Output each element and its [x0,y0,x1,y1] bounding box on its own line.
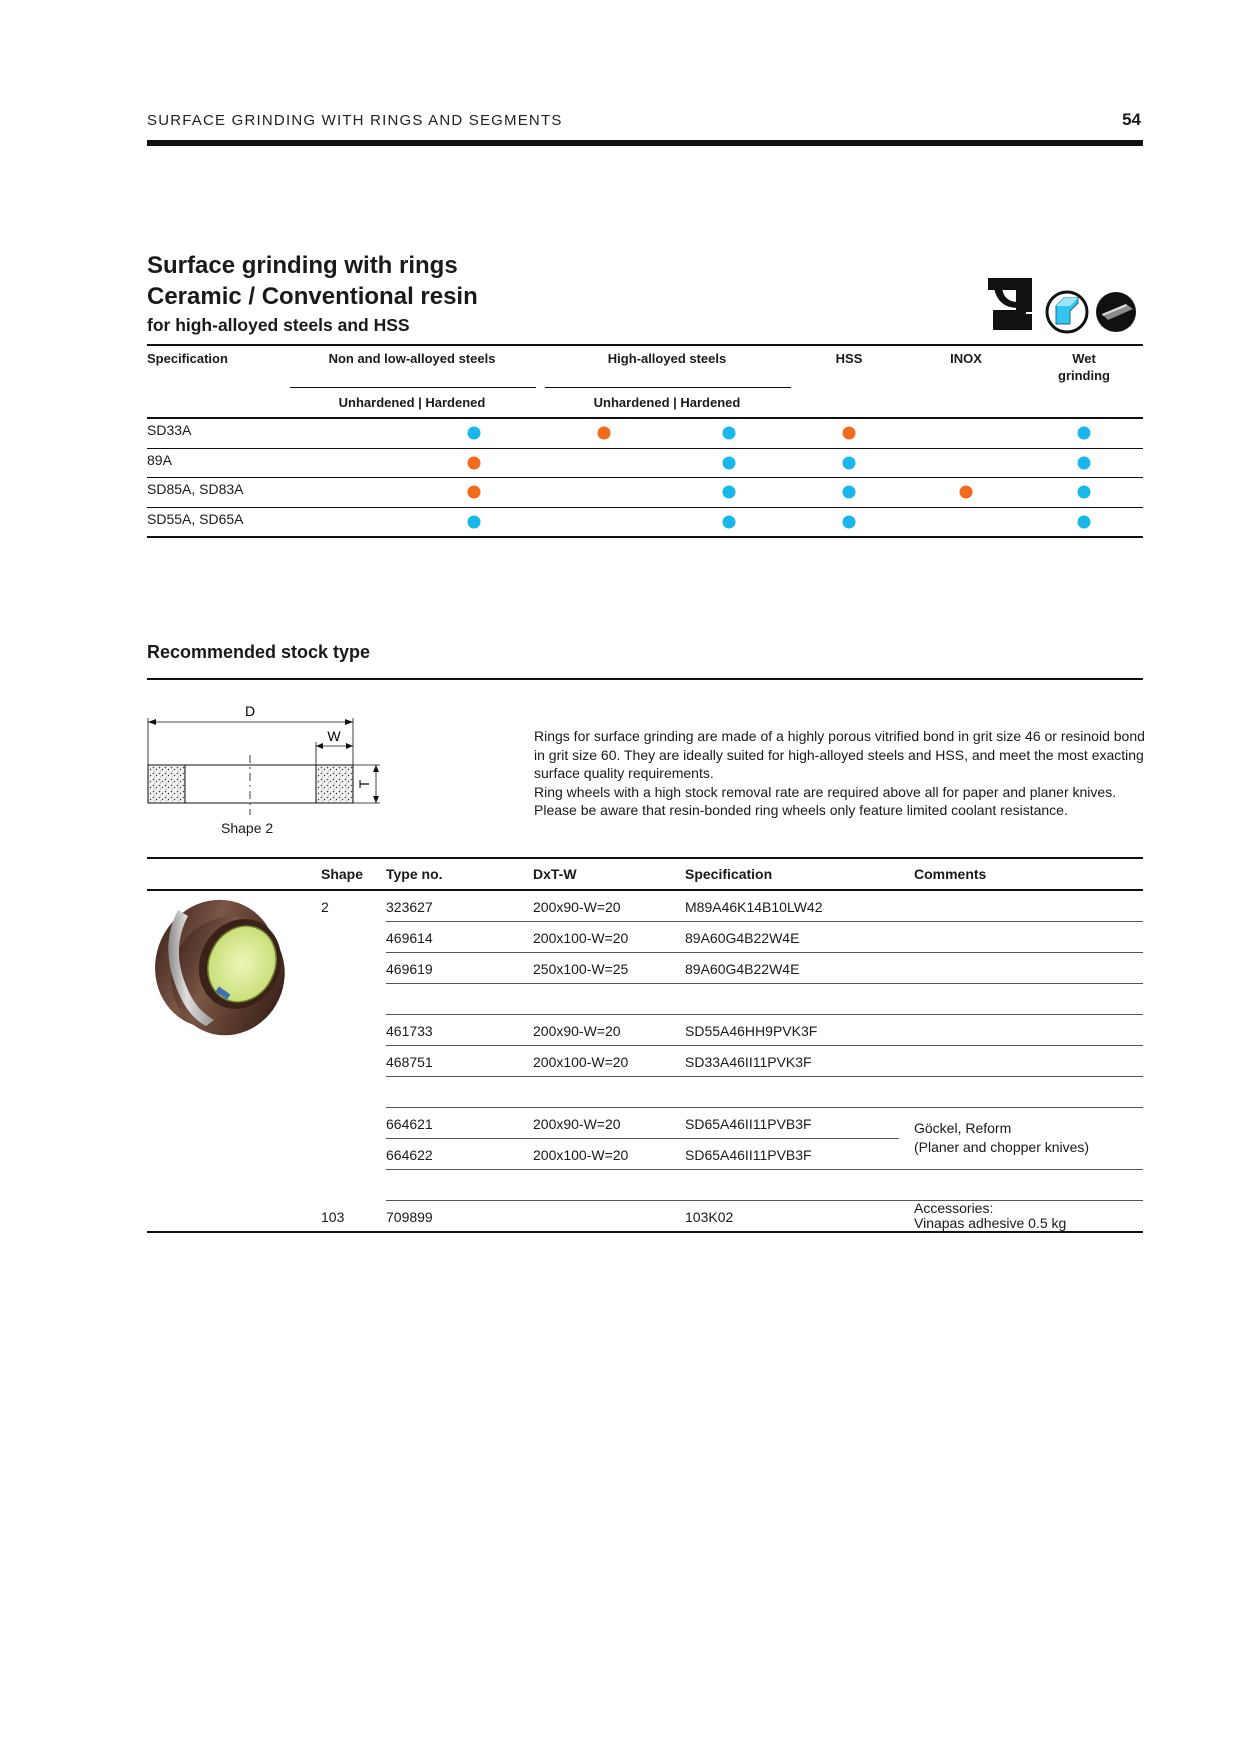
suitability-dot-orange-non_hardened [468,486,481,499]
suitability-dot-cyan-non_hardened [468,427,481,440]
stock-cell-dims: 200x100-W=20 [533,930,629,946]
matrix-group-rule-high [545,387,791,388]
stock-cell-spec: M89A46K14B10LW42 [685,899,823,915]
suitability-dot-orange-high_unhardened [598,427,611,440]
stock-cell-type-no: 469614 [386,930,433,946]
stock-cell-dims: 250x100-W=25 [533,961,629,977]
stock-cell-spec: 89A60G4B22W4E [685,961,800,977]
suitability-dot-cyan-wet [1078,486,1091,499]
dimension-label-w: W [327,728,341,744]
column-header-specification: Specification [685,866,773,882]
stock-cell-type-no: 469619 [386,961,433,977]
stock-row-rule [386,1045,1143,1046]
steel-profile-icon [1047,292,1087,332]
stock-cell-spec: SD65A46II11PVB3F [685,1116,812,1132]
comment-gockel-reform [914,1119,1089,1157]
stock-cell-dims: 200x90-W=20 [533,1116,621,1132]
stock-cell-shape: 103 [321,1209,345,1225]
suitability-dot-orange-non_hardened [468,456,481,469]
matrix-row-label: SD85A, SD83A [147,481,244,497]
section-title-recommended-stock: Recommended stock type [147,642,371,662]
comment-accessories-line-2: Vinapas adhesive 0.5 kg [914,1215,1067,1231]
stock-table-header-rule [147,889,1143,891]
stock-cell-spec: SD55A46HH9PVK3F [685,1023,818,1039]
matrix-row-label: 89A [147,451,172,468]
stock-cell-spec: SD33A46II11PVK3F [685,1054,812,1070]
matrix-header-high-alloyed: High-alloyed steels [607,351,727,366]
stock-cell-type-no: 709899 [386,1209,433,1225]
matrix-row-label: SD33A [147,422,192,438]
suitability-dot-cyan-hss [843,515,856,528]
header-rule [147,140,1143,146]
matrix-header-inox: INOX [950,351,982,366]
stock-row-rule [386,952,1143,953]
suitability-dot-cyan-wet [1078,456,1091,469]
suitability-dot-cyan-hss [843,486,856,499]
comment-accessories-line-1: Accessories: [914,1200,994,1216]
column-header-type-no: Type no. [386,866,443,882]
matrix-header-non-low-alloyed: Non and low-alloyed steels [328,351,496,366]
matrix-header-hss: HSS [835,351,863,366]
ring-wheel-image [144,892,294,1052]
matrix-subheader-non-low: Unhardened | Hardened [338,395,486,410]
suitability-dot-cyan-high_hardened [723,456,736,469]
dimension-label-d: D [244,703,256,719]
matrix-row-rule [147,448,1143,449]
matrix-header-grinding: grinding [1058,368,1110,383]
stock-row-rule [386,1138,899,1139]
matrix-row-rule [147,536,1143,538]
ring-wheel-photo [144,892,294,1057]
suitability-dot-cyan-wet [1078,515,1091,528]
suitability-dot-orange-inox [960,486,973,499]
shape-caption: Shape 2 [221,820,274,836]
stock-cell-type-no: 664621 [386,1116,433,1132]
suitability-dot-cyan-high_hardened [723,427,736,440]
dimension-label-t: T [356,779,372,789]
product-description [534,727,1146,820]
matrix-group-rule-non-low [290,387,536,388]
suitability-dot-cyan-high_hardened [723,515,736,528]
description-paragraph-2: Ring wheels with a high stock removal rate are required above all for paper and planer knives. Please be aware that resin-bonded ring wheels only feature limited coolant resistance. [534,783,1117,818]
application-icons [986,276,1146,341]
knife-blade-icon [1096,292,1136,332]
matrix-row-rule [147,477,1143,478]
application-icons-graphic [986,276,1146,336]
column-header-dimensions: DxT-W [533,866,577,882]
stock-cell-shape: 2 [321,899,329,915]
stock-section-rule [147,678,1143,680]
description-paragraph-1: Rings for surface grinding are made of a highly porous vitrified bond in grit size 46 or resinoid bond in grit size 60. They are ideally suited for high-alloyed steels and HSS, and meet the most exacting surface quality requirements. [534,728,1145,781]
stock-cell-type-no: 323627 [386,899,433,915]
stock-cell-dims: 200x90-W=20 [533,899,621,915]
comment-gockel-line-1: Göckel, Reform [914,1120,1012,1136]
column-header-comments: Comments [914,866,987,882]
stock-row-rule [386,1107,1143,1108]
stock-table-top-rule [147,857,1143,859]
stock-row-rule [386,1076,1143,1077]
stock-cell-spec: SD65A46II11PVB3F [685,1147,812,1163]
stock-cell-spec: 103K02 [685,1209,734,1225]
stock-row-rule [386,983,1143,984]
matrix-header-specification: Specification [147,351,228,366]
column-header-shape: Shape [321,866,364,882]
stock-row-rule [386,1014,1143,1015]
comment-gockel-line-2: (Planer and chopper knives) [914,1139,1090,1155]
surface-grinding-machine-icon [988,278,1032,330]
matrix-subheader-high: Unhardened | Hardened [593,395,741,410]
suitability-dot-cyan-high_hardened [723,486,736,499]
stock-row-rule [386,921,1143,922]
shape-2-technical-drawing [140,700,400,815]
stock-cell-type-no: 664622 [386,1147,433,1163]
suitability-dot-cyan-non_hardened [468,515,481,528]
suitability-dot-cyan-hss [843,456,856,469]
running-header-title: SURFACE GRINDING WITH RINGS AND SEGMENTS [147,112,563,129]
matrix-row-rule [147,507,1143,508]
stock-row-rule [386,1169,1143,1170]
comment-accessories [914,1201,1066,1231]
suitability-dot-orange-hss [843,427,856,440]
shape-2-drawing [140,700,400,820]
page-subtitle-application: for high-alloyed steels and HSS [147,315,410,335]
stock-cell-dims: 200x90-W=20 [533,1023,621,1039]
page-number: 54 [1122,110,1141,129]
matrix-header-wet: Wet [1072,351,1096,366]
matrix-header-rule [147,417,1143,419]
stock-row-rule [147,1231,1143,1233]
page-subtitle: Ceramic / Conventional resin [147,283,478,310]
matrix-top-rule [147,344,1143,346]
stock-cell-dims: 200x100-W=20 [533,1147,629,1163]
stock-cell-type-no: 468751 [386,1054,433,1070]
matrix-row-label: SD55A, SD65A [147,510,244,527]
stock-cell-spec: 89A60G4B22W4E [685,930,800,946]
suitability-dot-cyan-wet [1078,427,1091,440]
stock-cell-type-no: 461733 [386,1023,433,1039]
page-title: Surface grinding with rings [147,252,458,279]
stock-cell-dims: 200x100-W=20 [533,1054,629,1070]
